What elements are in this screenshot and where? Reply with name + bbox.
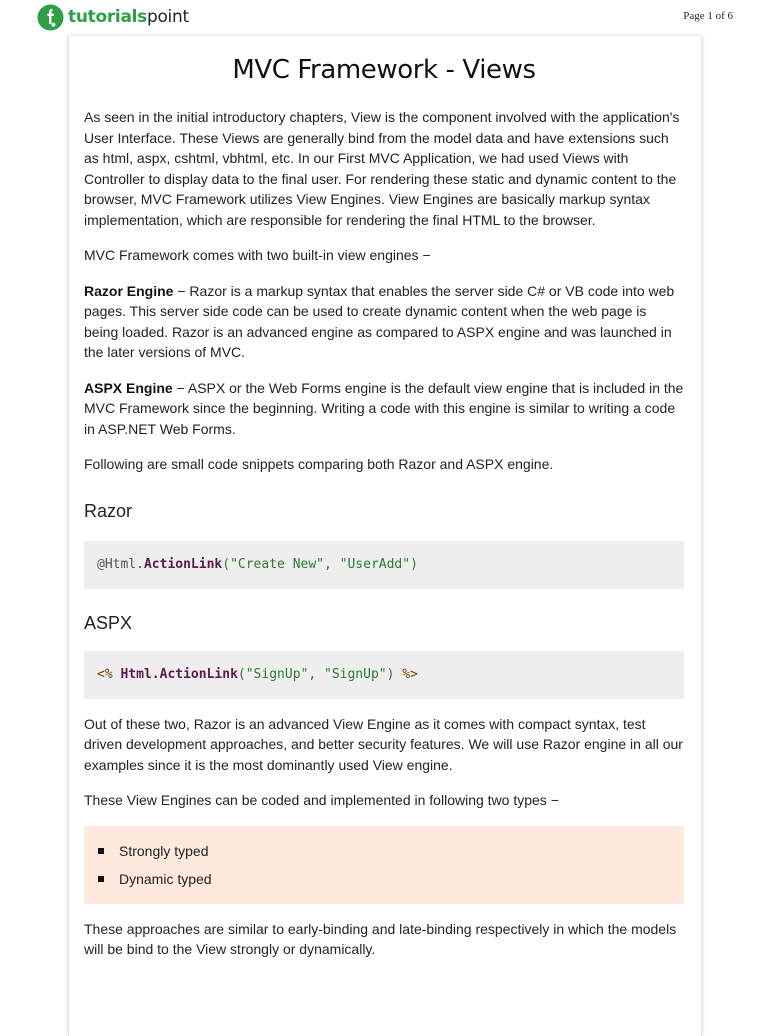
tutorialspoint-logo-icon [37,4,64,31]
list-item [98,837,684,865]
list-item-label: Strongly typed [119,842,209,859]
razor-code-function: ActionLink [143,556,223,572]
aspx-code-open-tag: <% [97,666,121,682]
logo-brand-text: tutorials [68,6,147,27]
aspx-heading: ASPX [84,612,133,633]
page-indicator: Page 1 of 6 [683,10,733,22]
razor-code-object: @Html. [97,556,144,572]
types-list-box [84,826,684,904]
document-content [84,54,684,960]
aspx-engine-paragraph [84,378,684,440]
razor-engine-description: − Razor is a markup syntax that enables the server side C# or VB code into web pages. This server side code can be used to create dynamic content when the web page is being loaded. Razor is an advanced engine as compared to ASPX engine and was launched in the later versions of MVC. [84,282,675,360]
square-bullet-icon [98,848,104,854]
list-item-label: Dynamic typed [119,870,212,887]
page-title: MVC Framework - Views [232,55,536,85]
list-item [98,865,684,893]
engines-intro-paragraph: MVC Framework comes with two built-in view engines − [84,247,431,263]
logo-wordmark [68,6,189,27]
aspx-code-object: Html. [120,666,160,682]
aspx-code-block [84,651,684,699]
top-bar [0,0,768,34]
aspx-engine-term: ASPX Engine [84,379,173,396]
compare-intro-paragraph: Following are small code snippets comparing both Razor and ASPX engine. [84,456,554,472]
conclusion-paragraph: Out of these two, Razor is an advanced View Engine as it comes with compact syntax, test driven development approaches, and better security features. We will use Razor engine in all our examples since it is the most dominantly used View engine. [84,715,683,773]
aspx-code-arguments: ("SignUp", "SignUp") [237,666,395,682]
aspx-engine-description: − ASPX or the Web Forms engine is the default view engine that is included in the MVC Framework since the beginning. Writing a code with this engine is similar to writing a code in ASP.NET Web Forms. [84,379,684,437]
tutorialspoint-logo[interactable] [37,2,189,32]
types-intro-paragraph: These View Engines can be coded and implemented in following two types − [84,792,559,808]
razor-engine-term: Razor Engine [84,282,174,299]
logo-rest-text: point [146,6,189,27]
aspx-code-close-tag: %> [394,666,418,682]
razor-code-block [84,541,684,589]
razor-engine-paragraph [84,281,684,363]
aspx-code-function: ActionLink [159,666,238,682]
razor-heading: Razor [84,500,133,521]
intro-paragraph: As seen in the initial introductory chapters, View is the component involved with the application's User Interface. These Views are generally bind from the model data and have extensions such as html, aspx, cshtml, vbhtml, etc. In our First MVC Application, we had used Views with Controller to display data to the final user. For rendering these static and dynamic content to the browser, MVC Framework utilizes View Engines. View Engines are basically markup syntax implementation, which are responsible for rendering the final HTML to the browser. [84,109,680,228]
binding-note-paragraph: These approaches are similar to early-binding and late-binding respectively in which the models will be bind to the View strongly or dynamically. [84,920,677,957]
razor-code-arguments: ("Create New", "UserAdd") [222,556,418,572]
square-bullet-icon [98,876,104,882]
